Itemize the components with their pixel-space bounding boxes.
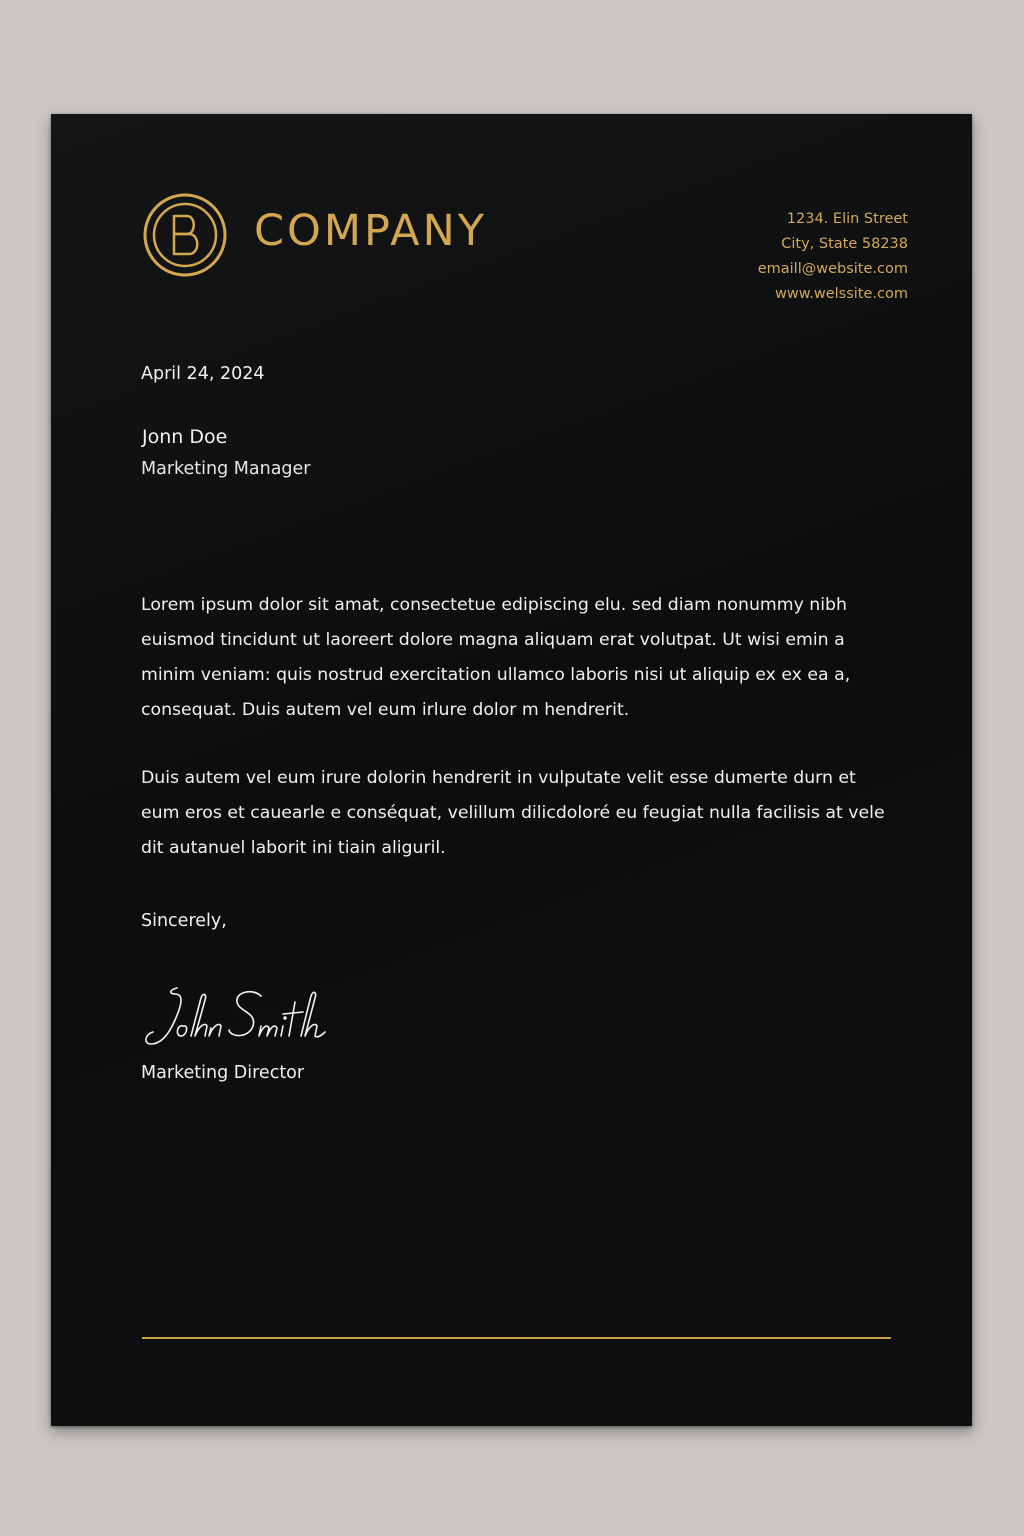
signer-title: Marketing Director (141, 1063, 305, 1083)
address-street: 1234. Elin Street (786, 211, 908, 227)
company-name: COMPANY (254, 206, 487, 256)
handwritten-signature (139, 980, 349, 1054)
recipient-title: Marketing Manager (141, 459, 311, 479)
letter-date: April 24, 2024 (141, 364, 265, 384)
letterhead-sheet (51, 114, 972, 1426)
body-paragraph-2: Duis autem vel eum irure dolorin hendrerit in vulputate velit esse dumerte durn et eum eros et cauearle e conséquat, velillum dilicdoloré eu feugiat nulla facilisis at vele dit autanuel laborit ini tiain aliguril. (141, 768, 885, 858)
recipient-name: Jonn Doe (142, 426, 228, 448)
address-email[interactable]: emaill@website.com (757, 261, 908, 277)
footer-divider (142, 1337, 891, 1339)
company-logo-icon (143, 193, 227, 277)
closing-salutation: Sincerely, (141, 911, 227, 931)
address-city-state: City, State 58238 (781, 236, 908, 252)
body-paragraph-1: Lorem ipsum dolor sit amat, consectetue edipiscing elu. sed diam nonummy nibh euismod tincidunt ut laoreert dolore magna aliquam erat volutpat. Ut wisi emin a minim veniam: quis nostrud exercitation ullamco laboris nisi ut aliquip ex ex ea a, consequat. Duis autem vel eum irlure dolor m hendrerit. (141, 595, 851, 720)
address-website[interactable]: www.welssite.com (775, 286, 908, 302)
company-address-block (758, 207, 908, 307)
